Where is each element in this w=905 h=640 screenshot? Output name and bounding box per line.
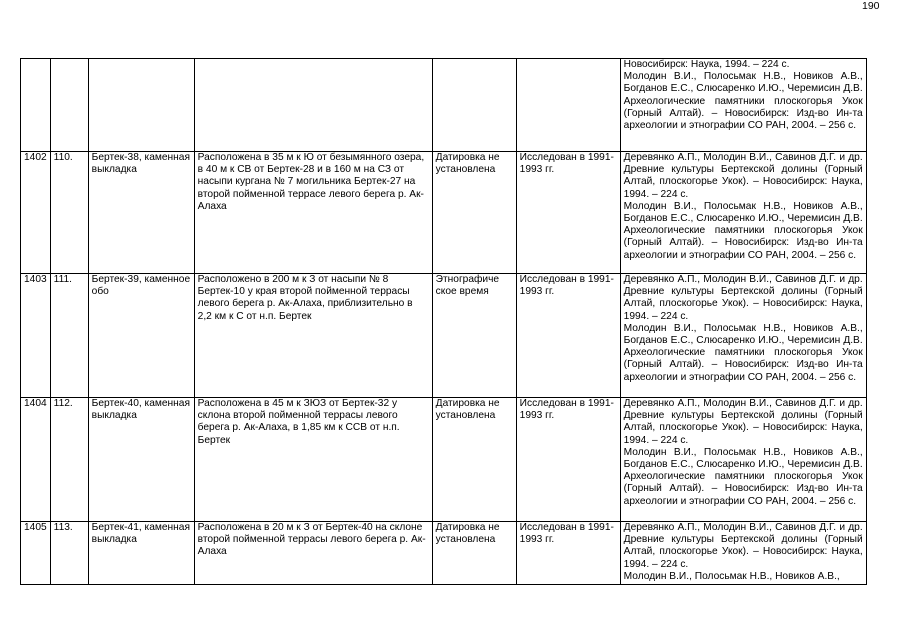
cell-research-status: Исследован в 1991-1993 гг. xyxy=(516,398,620,522)
literature-reference: Деревянко А.П., Молодин В.И., Савинов Д.Г. и др. Древние культуры Бертекской долины (Горный Алтай, плоскогорье Укок). – Новосибирск: Наука, 1994. – 224 с. xyxy=(623,398,863,446)
table-row xyxy=(21,522,867,585)
literature-reference: Молодин В.И., Полосьмак Н.В., Новиков А.В., Богданов Е.С., Слюсаренко И.Ю., Черемисин Д.В. Археологические памятники плоскогорья Укок (Горный Алтай). – Новосибирск: Изд-во Ин-та археологии и этнографии СО РАН, 2004. – 256 с. xyxy=(623,71,863,132)
cell-monument-name: Бертек-41, каменная выкладка xyxy=(88,522,194,585)
cell-monument-name xyxy=(88,59,194,152)
cell-location: Расположена в 45 м к ЗЮЗ от Бертек-32 у склона второй пойменной террасы левого берега р. Ак-Алаха, в 1,85 км к ССВ от н.п. Бертек xyxy=(194,398,432,522)
cell-location: Расположена в 20 м к З от Бертек-40 на склоне второй пойменной террасы левого берега р. Ак-Алаха xyxy=(194,522,432,585)
cell-literature xyxy=(620,398,866,522)
literature-reference: Молодин В.И., Полосьмак Н.В., Новиков А.В., xyxy=(623,570,840,582)
literature-reference: Молодин В.И., Полосьмак Н.В., Новиков А.В., Богданов Е.С., Слюсаренко И.Ю., Черемисин Д.В. Археологические памятники плоскогорья Укок (Горный Алтай). – Новосибирск: Изд-во Ин-та археологии и этнографии СО РАН, 2004. – 256 с. xyxy=(623,322,863,383)
cell-registry-number: 1403 xyxy=(21,274,51,398)
cell-item-index: 113. xyxy=(50,522,88,585)
literature-reference: Деревянко А.П., Молодин В.И., Савинов Д.Г. и др. Древние культуры Бертекской долины (Горный Алтай, плоскогорье Укок). – Новосибирск: Наука, 1994. – 224 с. xyxy=(623,522,863,570)
cell-registry-number: 1402 xyxy=(21,152,51,274)
cell-research-status: Исследован в 1991-1993 гг. xyxy=(516,152,620,274)
cell-dating: Датировка не установлена xyxy=(432,398,516,522)
literature-reference: Деревянко А.П., Молодин В.И., Савинов Д.Г. и др. Древние культуры Бертекской долины (Горный Алтай, плоскогорье Укок). – Новосибирск: Наука, 1994. – 224 с. xyxy=(623,152,863,200)
table-row xyxy=(21,59,867,152)
cell-registry-number xyxy=(21,59,51,152)
cell-monument-name: Бертек-39, каменное обо xyxy=(88,274,194,398)
page-number: 190 xyxy=(862,0,880,12)
cell-location: Расположено в 200 м к З от насыпи № 8 Бертек-10 у края второй пойменной террасы левого берега р. Ак-Алаха, приблизительно в 2,2 км к С от н.п. Бертек xyxy=(194,274,432,398)
cell-monument-name: Бертек-40, каменная выкладка xyxy=(88,398,194,522)
cell-item-index: 110. xyxy=(50,152,88,274)
monuments-table xyxy=(20,58,867,585)
cell-location xyxy=(194,59,432,152)
cell-registry-number: 1404 xyxy=(21,398,51,522)
cell-item-index: 111. xyxy=(50,274,88,398)
cell-item-index: 112. xyxy=(50,398,88,522)
cell-item-index xyxy=(50,59,88,152)
cell-dating xyxy=(432,59,516,152)
cell-research-status: Исследован в 1991-1993 гг. xyxy=(516,522,620,585)
table-row xyxy=(21,398,867,522)
cell-research-status xyxy=(516,59,620,152)
cell-dating: Этнографиче ское время xyxy=(432,274,516,398)
cell-registry-number: 1405 xyxy=(21,522,51,585)
literature-reference: Деревянко А.П., Молодин В.И., Савинов Д.Г. и др. Древние культуры Бертекской долины (Горный Алтай, плоскогорье Укок). – Новосибирск: Наука, 1994. – 224 с. xyxy=(623,274,863,322)
literature-reference: Молодин В.И., Полосьмак Н.В., Новиков А.В., Богданов Е.С., Слюсаренко И.Ю., Черемисин Д.В. Археологические памятники плоскогорья Укок (Горный Алтай). – Новосибирск: Изд-во Ин-та археологии и этнографии СО РАН, 2004. – 256 с. xyxy=(623,200,863,261)
cell-location: Расположена в 35 м к Ю от безымянного озера, в 40 м к СВ от Бертек-28 и в 160 м на СЗ от насыпи кургана № 7 могильника Бертек-27 на второй пойменной террасе левого берега р. Ак-Алаха xyxy=(194,152,432,274)
cell-dating: Датировка не установлена xyxy=(432,522,516,585)
literature-reference: Молодин В.И., Полосьмак Н.В., Новиков А.В., Богданов Е.С., Слюсаренко И.Ю., Черемисин Д.В. Археологические памятники плоскогорья Укок (Горный Алтай). – Новосибирск: Изд-во Ин-та археологии и этнографии СО РАН, 2004. – 256 с. xyxy=(623,446,863,507)
cell-monument-name: Бертек-38, каменная выкладка xyxy=(88,152,194,274)
cell-dating: Датировка не установлена xyxy=(432,152,516,274)
literature-reference: Новосибирск: Наука, 1994. – 224 с. xyxy=(623,59,790,70)
cell-literature xyxy=(620,522,866,585)
cell-literature xyxy=(620,152,866,274)
cell-literature xyxy=(620,274,866,398)
table-row xyxy=(21,274,867,398)
cell-literature xyxy=(620,59,866,152)
table-row xyxy=(21,152,867,274)
cell-research-status: Исследован в 1991-1993 гг. xyxy=(516,274,620,398)
